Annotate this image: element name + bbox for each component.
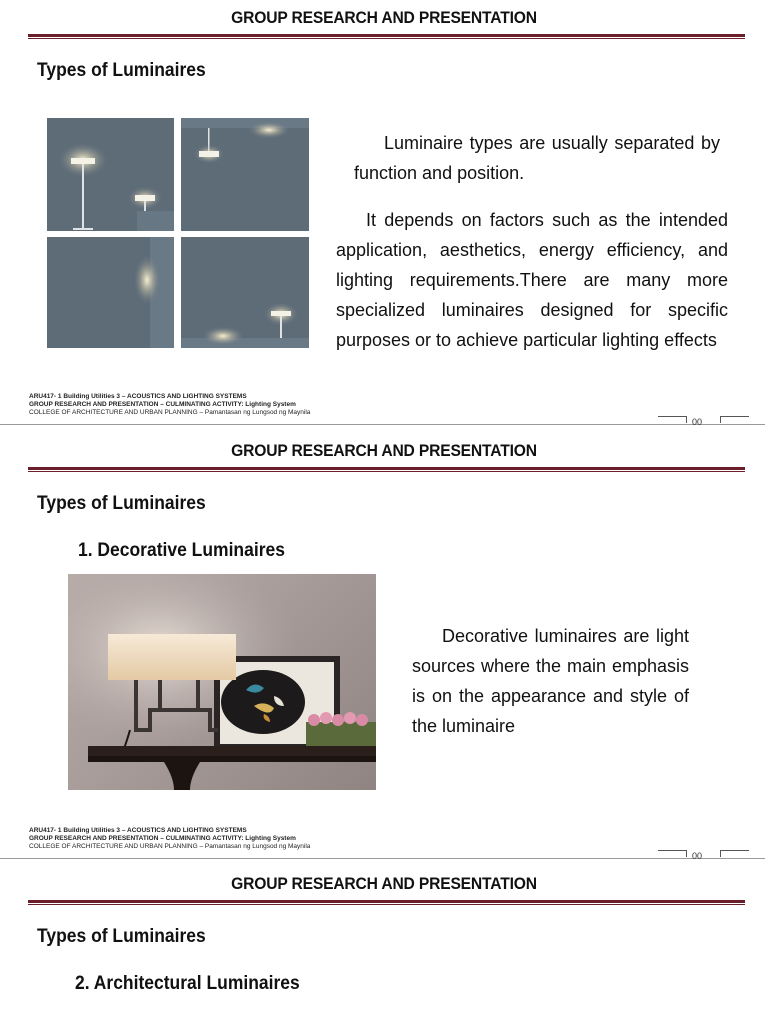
diagram-cell-recessed [181,237,309,348]
footer-activity: GROUP RESEARCH AND PRESENTATION – CULMINATING ACTIVITY: Lighting System [29,401,296,408]
footer-college: COLLEGE OF ARCHITECTURE AND URBAN PLANNING – Pamantasan ng Lungsod ng Maynila [29,409,311,416]
luminaire-diagram-svg [47,118,309,348]
page-header-1: GROUP RESEARCH AND PRESENTATION [231,8,537,27]
footer-college: COLLEGE OF ARCHITECTURE AND URBAN PLANNING – Pamantasan ng Lungsod ng Maynila [29,843,311,850]
wall-light-glow [133,254,161,306]
pendant-shade [199,151,219,157]
footer-2 [29,827,310,851]
floor-recessed-glow [201,326,245,346]
header-rule-2 [28,467,745,472]
footer-course: ARU417- 1 Building Utilities 3 – ACOUSTICS AND LIGHTING SYSTEMS [29,827,247,834]
page-number-1: 00 [692,417,703,427]
lamp-shade [108,634,236,680]
table-lamp-shade [135,195,155,201]
subtitle-architectural: 2. Architectural Luminaires [75,973,300,994]
floor-lamp-pole [82,164,84,228]
footer-rule-1 [0,424,765,425]
page-header-2: GROUP RESEARCH AND PRESENTATION [231,441,537,460]
page1-text [336,128,728,355]
header-rule-1 [28,34,745,39]
section-title-3: Types of Luminaires [37,926,206,947]
page-header-3: GROUP RESEARCH AND PRESENTATION [231,874,537,893]
page-number-2: 00 [692,851,703,861]
page2-para: Decorative luminaires are light sources where the main emphasis is on the appearance and style of the luminaire [412,626,689,736]
diagram-cell-ceiling [181,118,309,231]
footer-course: ARU417- 1 Building Utilities 3 – ACOUSTICS AND LIGHTING SYSTEMS [29,393,247,400]
page2-text [412,621,689,741]
page1-para1: Luminaire types are usually separated by function and position. [354,133,720,183]
footer-rule-2 [0,858,765,859]
section-title-2: Types of Luminaires [37,493,206,514]
subtitle-decorative: 1. Decorative Luminaires [78,540,285,561]
decorative-lamp-illustration [68,574,376,790]
bollard-lamp-shade [271,311,291,316]
floor-lamp-shade [71,158,95,164]
shelf [88,746,376,756]
luminaire-position-diagram [47,118,309,348]
header-rule-3 [28,900,745,905]
decorative-lamp-photo [68,574,376,790]
section-title-1: Types of Luminaires [37,60,206,81]
footer-activity: GROUP RESEARCH AND PRESENTATION – CULMINATING ACTIVITY: Lighting System [29,835,296,842]
footer-1 [29,393,310,417]
page1-para2: It depends on factors such as the intended application, aesthetics, energy efficiency, and lighting requirements.There are many more specialized luminaires designed for specific purposes or to achieve particular lighting effects [336,210,728,350]
